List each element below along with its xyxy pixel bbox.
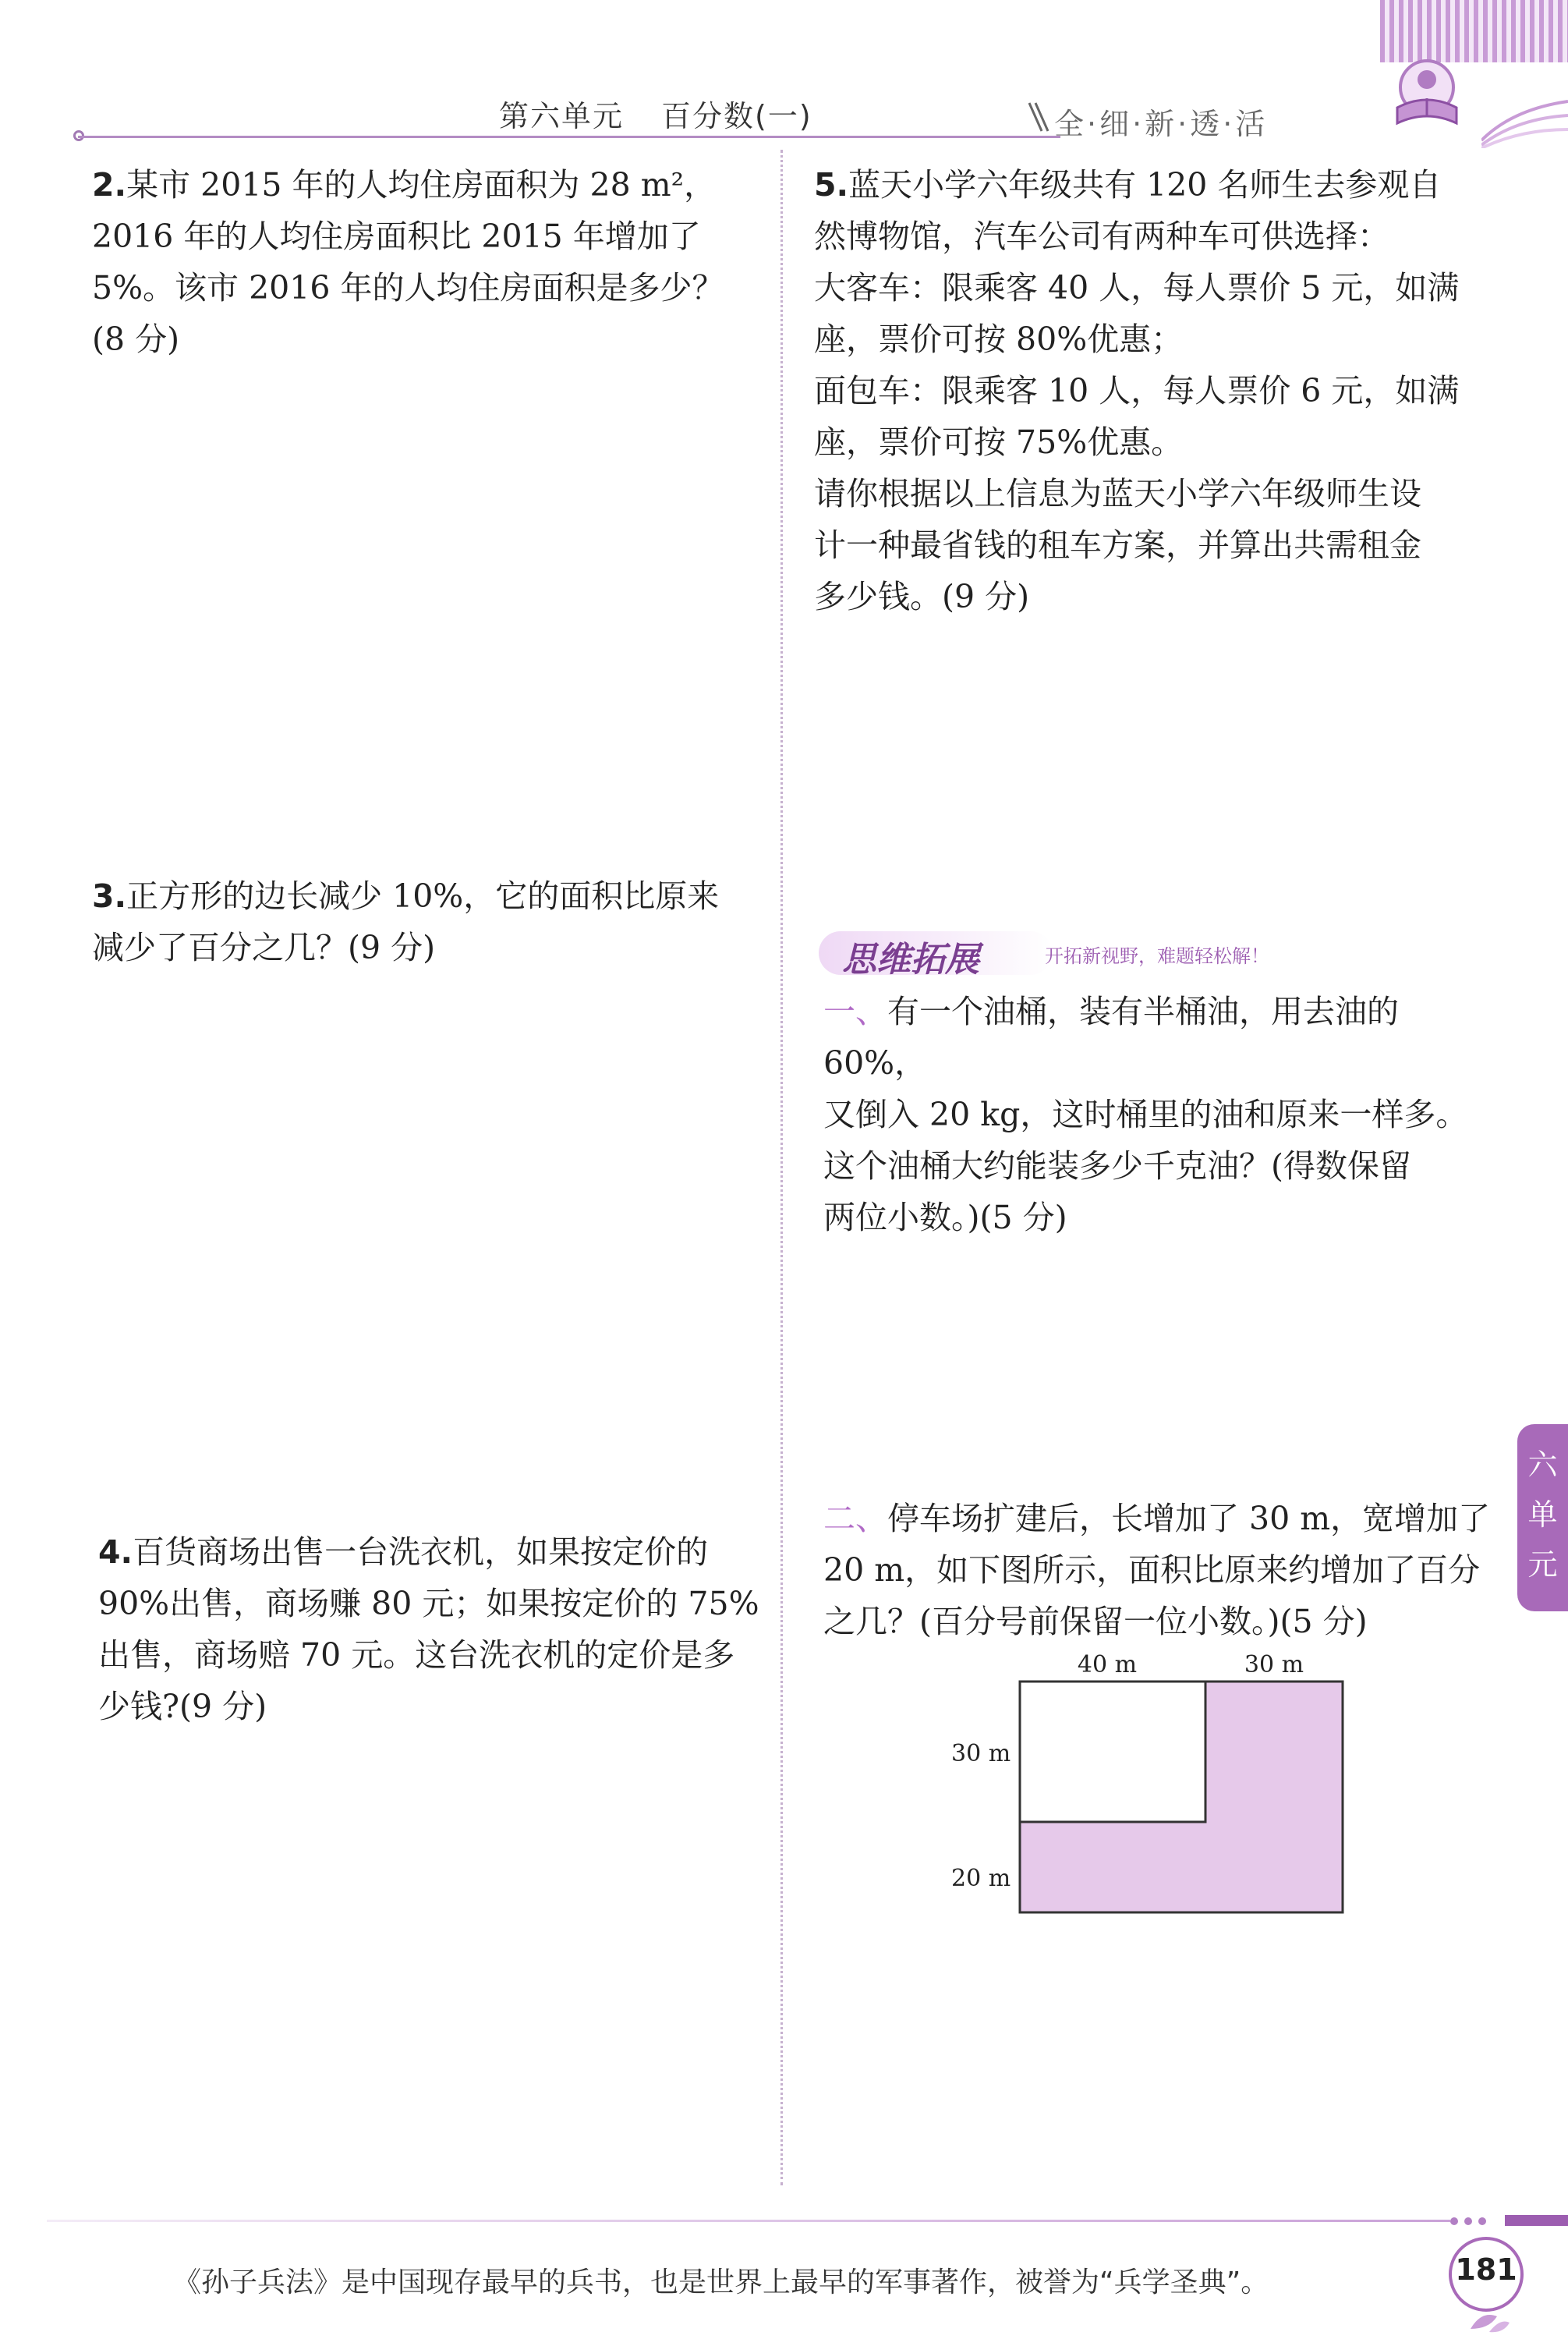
question-number: 4.: [98, 1533, 133, 1571]
width-label-40: 40 m: [1077, 1651, 1138, 1678]
topic-label: 百分数(一): [661, 99, 812, 133]
parking-lot-diagram: [936, 1646, 1372, 1934]
question-line: 停车场扩建后，长增加了 30 m，宽增加了: [887, 1500, 1491, 1537]
extension-banner-title: 思维拓展: [842, 940, 979, 980]
footer-accent-bar: [1505, 2215, 1568, 2226]
question-line: 大客车：限乘客 40 人，每人票价 5 元，如满: [814, 269, 1460, 307]
question-line: 出售，商场赔 70 元。这台洗衣机的定价是多: [98, 1636, 735, 1674]
extension-number: 二、: [823, 1500, 887, 1537]
question-line: 然博物馆，汽车公司有两种车可供选择：: [814, 218, 1389, 255]
question-line: 请你根据以上信息为蓝天小学六年级师生设: [814, 475, 1421, 512]
page-number: 181: [1455, 2252, 1517, 2287]
question-line: 90%出售，商场赚 80 元；如果按定价的 75%: [98, 1585, 759, 1622]
question-line: 面包车：限乘客 10 人，每人票价 6 元，如满: [814, 372, 1460, 409]
height-label-20: 20 m: [951, 1865, 1011, 1892]
question-line: 两位小数。)(5 分): [823, 1199, 1067, 1236]
side-tab-char: 元: [1527, 1547, 1558, 1582]
header-ray-decoration: [1481, 94, 1568, 148]
question-line: 减少了百分之几？(9 分): [92, 929, 436, 966]
question-5: [814, 159, 1492, 622]
question-number: 5.: [814, 166, 849, 204]
question-line: 多少钱。(9 分): [814, 578, 1030, 615]
question-3: [92, 870, 770, 973]
unit-label: 第六单元: [499, 99, 625, 133]
question-line: 之几？(百分号前保留一位小数。)(5 分): [823, 1603, 1368, 1640]
header-slogan: 全·细·新·透·活: [1054, 107, 1269, 141]
question-line: 5%。该市 2016 年的人均住房面积是多少？: [92, 269, 724, 307]
side-tab-char: 单: [1527, 1497, 1558, 1532]
footer-fact: 《孙子兵法》是中国现存最早的兵书，也是世界上最早的军事著作，被誉为“兵学圣典”。: [173, 2266, 1269, 2298]
question-line: 少钱?(9 分): [98, 1688, 267, 1725]
question-line: 座，票价可按 80%优惠；: [814, 321, 1184, 358]
page-header-title: [499, 92, 850, 135]
extension-question-1: [823, 986, 1502, 1243]
question-4: [98, 1526, 777, 1732]
slogan-slash-icon: [1026, 101, 1049, 133]
question-line: 有一个油桶，装有半桶油，用去油的 60%，: [823, 993, 1399, 1082]
width-label-30: 30 m: [1244, 1651, 1304, 1678]
book-logo-icon: [1380, 47, 1474, 140]
question-line: 计一种最省钱的租车方案，并算出共需租金: [814, 526, 1421, 564]
question-number: 3.: [92, 877, 127, 915]
question-line: 2016 年的人均住房面积比 2015 年增加了: [92, 218, 701, 255]
question-2: [92, 159, 770, 365]
question-line: 又倒入 20 kg，这时桶里的油和原来一样多。: [823, 1096, 1468, 1133]
question-line: 某市 2015 年的人均住房面积为 28 m²，: [126, 166, 717, 204]
question-line: 座，票价可按 75%优惠。: [814, 424, 1184, 461]
header-rule: [78, 136, 1060, 138]
question-line: 蓝天小学六年级共有 120 名师生去参观自: [848, 166, 1442, 204]
height-label-30: 30 m: [951, 1740, 1011, 1767]
question-number: 2.: [92, 166, 127, 204]
question-line: (8 分): [92, 321, 180, 358]
question-line: 正方形的边长减少 10%，它的面积比原来: [126, 877, 720, 915]
extension-number: 一、: [823, 993, 887, 1030]
original-area: [1020, 1682, 1205, 1822]
side-tab-char: 六: [1527, 1448, 1558, 1482]
extension-banner-subtitle: 开拓新视野，难题轻松解！: [1045, 945, 1269, 967]
leaf-icon: [1466, 2305, 1513, 2337]
question-line: 百货商场出售一台洗衣机，如果按定价的: [133, 1533, 709, 1571]
footer-rule: [47, 2220, 1450, 2222]
question-line: 这个油桶大约能装多少千克油？(得数保留: [823, 1147, 1411, 1185]
question-line: 20 m，如下图所示，面积比原来约增加了百分: [823, 1551, 1481, 1589]
footer-dots: [1450, 2213, 1492, 2228]
extension-question-2: [823, 1493, 1502, 1647]
column-divider: [780, 150, 783, 2185]
unit-side-tab-text: [1517, 1440, 1568, 1589]
